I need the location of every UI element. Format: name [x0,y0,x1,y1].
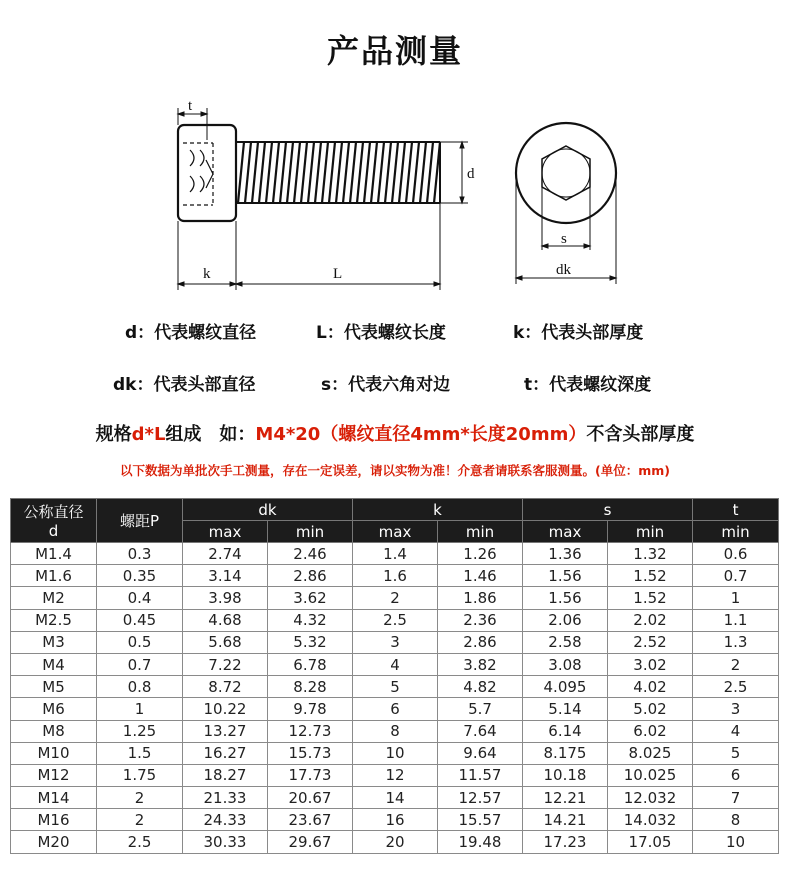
cell-nominal: M20 [11,831,97,853]
spec-example: M4*20（螺纹直径4mm*长度20mm） [255,424,587,445]
cell-s-max: 1.56 [523,565,608,587]
cell-t-min: 2 [693,653,779,675]
cell-pitch: 0.35 [97,565,183,587]
cell-s-min: 2.02 [608,609,693,631]
cell-pitch: 1.5 [97,742,183,764]
cell-s-max: 1.56 [523,587,608,609]
cell-t-min: 1 [693,587,779,609]
cell-dk-min: 17.73 [268,764,353,786]
cell-dk-min: 29.67 [268,831,353,853]
cell-pitch: 2 [97,787,183,809]
cell-dk-min: 8.28 [268,676,353,698]
cell-pitch: 1.75 [97,764,183,786]
cell-nominal: M1.4 [11,543,97,565]
cell-k-max: 1.6 [353,565,438,587]
dimension-table [10,498,779,854]
cell-dk-max: 10.22 [183,698,268,720]
cell-t-min: 10 [693,831,779,853]
cell-dk-max: 7.22 [183,653,268,675]
cell-k-max: 14 [353,787,438,809]
table-row [11,609,779,631]
table-row [11,543,779,565]
cell-k-max: 20 [353,831,438,853]
cell-t-min: 3 [693,698,779,720]
cell-dk-max: 4.68 [183,609,268,631]
cell-pitch: 0.7 [97,653,183,675]
header-s-min: min [608,521,693,543]
cell-dk-max: 18.27 [183,764,268,786]
cell-nominal: M10 [11,742,97,764]
label-d: d [467,166,475,182]
cell-s-min: 4.02 [608,676,693,698]
cell-dk-min: 6.78 [268,653,353,675]
cell-dk-max: 13.27 [183,720,268,742]
cell-nominal: M12 [11,764,97,786]
cell-k-max: 6 [353,698,438,720]
cell-t-min: 4 [693,720,779,742]
cell-s-min: 14.032 [608,809,693,831]
cell-s-max: 5.14 [523,698,608,720]
cell-t-min: 6 [693,764,779,786]
label-t: t [188,98,193,114]
cell-pitch: 0.8 [97,676,183,698]
cell-t-min: 5 [693,742,779,764]
header-dk-min: min [268,521,353,543]
spec-formula: d*L [131,424,166,445]
cell-s-min: 17.05 [608,831,693,853]
cell-k-max: 3 [353,631,438,653]
table-body [11,543,779,854]
header-nominal-diameter [11,499,97,543]
cell-t-min: 8 [693,809,779,831]
legend-l: L：代表螺纹长度 [316,323,446,343]
cell-k-max: 2.5 [353,609,438,631]
label-l: L [333,266,343,282]
cell-s-min: 10.025 [608,764,693,786]
spec-mid: 组成 如： [165,424,256,445]
cell-k-min: 1.26 [438,543,523,565]
cell-s-min: 1.52 [608,565,693,587]
table-row [11,565,779,587]
cell-k-max: 4 [353,653,438,675]
cell-k-min: 3.82 [438,653,523,675]
page-title: 产品测量 [326,32,463,70]
table-row [11,698,779,720]
cell-s-max: 10.18 [523,764,608,786]
cell-k-max: 16 [353,809,438,831]
cell-s-min: 5.02 [608,698,693,720]
cell-dk-min: 9.78 [268,698,353,720]
cell-s-max: 1.36 [523,543,608,565]
cell-dk-max: 3.98 [183,587,268,609]
cell-nominal: M16 [11,809,97,831]
legend-k: k：代表头部厚度 [513,323,644,343]
cell-s-min: 2.52 [608,631,693,653]
cell-s-max: 4.095 [523,676,608,698]
cell-nominal: M8 [11,720,97,742]
legend-s: s：代表六角对边 [321,375,451,395]
cell-s-max: 3.08 [523,653,608,675]
cell-k-min: 19.48 [438,831,523,853]
cell-k-max: 10 [353,742,438,764]
cell-s-max: 12.21 [523,787,608,809]
cell-s-min: 1.32 [608,543,693,565]
table-row [11,720,779,742]
cell-k-max: 2 [353,587,438,609]
spec-suffix: 不含头部厚度 [586,424,695,445]
header-k-min: min [438,521,523,543]
legend-t: t：代表螺纹深度 [524,375,652,395]
cell-s-min: 1.52 [608,587,693,609]
label-s: s [561,231,567,247]
cell-nominal: M6 [11,698,97,720]
header-t-min: min [693,521,779,543]
cell-nominal: M2 [11,587,97,609]
cell-dk-min: 20.67 [268,787,353,809]
cell-t-min: 0.7 [693,565,779,587]
table-row [11,676,779,698]
header-s: s [523,499,693,521]
header-s-max: max [523,521,608,543]
cell-k-min: 12.57 [438,787,523,809]
cell-t-min: 1.1 [693,609,779,631]
cell-t-min: 0.6 [693,543,779,565]
header-nominal-label: 公称直径 [23,503,84,521]
cell-s-max: 14.21 [523,809,608,831]
cell-k-max: 5 [353,676,438,698]
cell-k-min: 1.86 [438,587,523,609]
cell-pitch: 2.5 [97,831,183,853]
cell-nominal: M1.6 [11,565,97,587]
cell-k-max: 1.4 [353,543,438,565]
measurement-notice: 以下数据为单批次手工测量，存在一定误差，请以实物为准！介意者请联系客服测量。(单位：mm) [120,463,670,478]
cell-pitch: 1.25 [97,720,183,742]
cell-pitch: 0.5 [97,631,183,653]
header-k-max: max [353,521,438,543]
cell-dk-min: 15.73 [268,742,353,764]
cell-s-max: 6.14 [523,720,608,742]
cell-dk-min: 12.73 [268,720,353,742]
header-dk: dk [183,499,353,521]
table-row [11,631,779,653]
table-row [11,787,779,809]
cell-s-max: 17.23 [523,831,608,853]
cell-dk-max: 8.72 [183,676,268,698]
cell-pitch: 2 [97,809,183,831]
cell-k-min: 7.64 [438,720,523,742]
dimension-d [440,142,468,203]
cell-pitch: 0.3 [97,543,183,565]
cell-s-max: 2.06 [523,609,608,631]
table-row [11,831,779,853]
legend-dk: dk：代表头部直径 [113,375,256,395]
table-row [11,742,779,764]
cell-nominal: M3 [11,631,97,653]
cell-nominal: M2.5 [11,609,97,631]
cell-pitch: 1 [97,698,183,720]
cell-dk-min: 3.62 [268,587,353,609]
cell-dk-max: 5.68 [183,631,268,653]
cell-dk-max: 24.33 [183,809,268,831]
cell-dk-min: 4.32 [268,609,353,631]
cell-dk-min: 2.86 [268,565,353,587]
cell-t-min: 7 [693,787,779,809]
header-pitch: 螺距P [97,499,183,543]
label-k: k [203,266,211,282]
cell-k-max: 8 [353,720,438,742]
spec-line [0,420,790,446]
screw-head-end-view [516,123,616,223]
cell-nominal: M4 [11,653,97,675]
screw-diagram [0,0,790,300]
cell-k-min: 5.7 [438,698,523,720]
cell-k-min: 11.57 [438,764,523,786]
cell-dk-max: 2.74 [183,543,268,565]
table-row [11,809,779,831]
cell-dk-max: 30.33 [183,831,268,853]
cell-s-max: 8.175 [523,742,608,764]
cell-dk-min: 2.46 [268,543,353,565]
cell-dk-max: 16.27 [183,742,268,764]
cell-k-max: 12 [353,764,438,786]
screw-shank-side-view [236,142,440,203]
cell-k-min: 2.86 [438,631,523,653]
cell-s-min: 8.025 [608,742,693,764]
cell-t-min: 2.5 [693,676,779,698]
cell-pitch: 0.4 [97,587,183,609]
dimension-k-l [178,203,440,290]
header-t: t [693,499,779,521]
cell-dk-min: 23.67 [268,809,353,831]
cell-nominal: M5 [11,676,97,698]
cell-nominal: M14 [11,787,97,809]
header-dk-max: max [183,521,268,543]
cell-s-min: 6.02 [608,720,693,742]
legend-d: d：代表螺纹直径 [125,323,257,343]
cell-s-min: 12.032 [608,787,693,809]
table-row [11,587,779,609]
cell-k-min: 9.64 [438,742,523,764]
table-row [11,653,779,675]
cell-dk-max: 21.33 [183,787,268,809]
cell-k-min: 15.57 [438,809,523,831]
cell-t-min: 1.3 [693,631,779,653]
header-nominal-symbol: d [48,522,59,540]
cell-k-min: 4.82 [438,676,523,698]
table-row [11,764,779,786]
spec-prefix: 规格 [95,424,132,445]
cell-dk-max: 3.14 [183,565,268,587]
cell-k-min: 1.46 [438,565,523,587]
label-dk: dk [556,262,571,278]
cell-s-min: 3.02 [608,653,693,675]
cell-dk-min: 5.32 [268,631,353,653]
cell-s-max: 2.58 [523,631,608,653]
cell-pitch: 0.45 [97,609,183,631]
header-k: k [353,499,523,521]
cell-k-min: 2.36 [438,609,523,631]
